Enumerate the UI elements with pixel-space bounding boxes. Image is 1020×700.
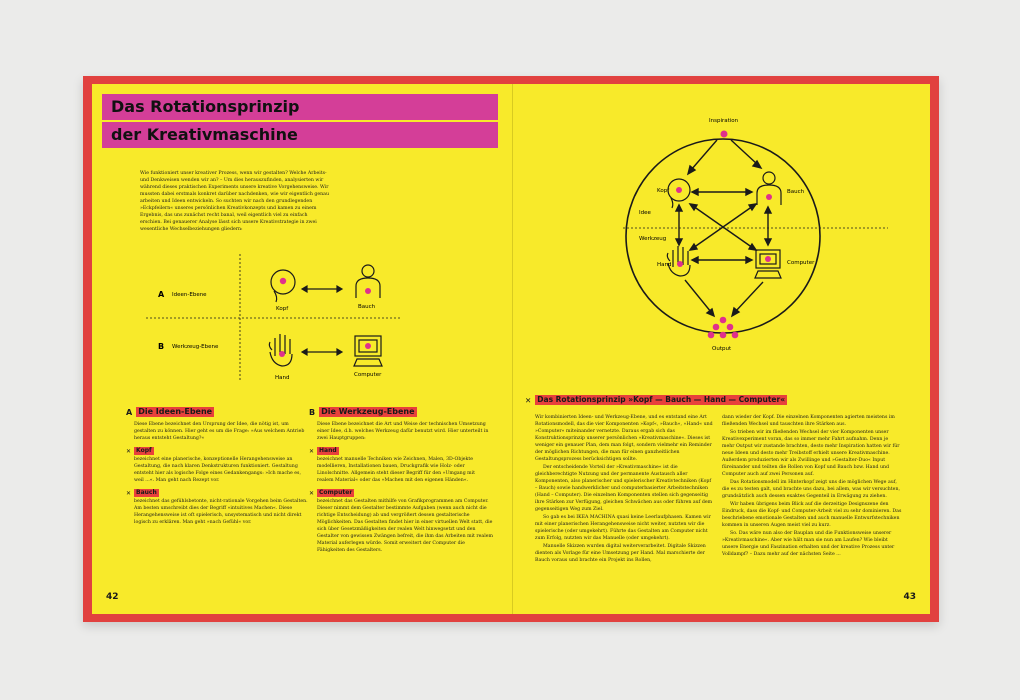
head-dot bbox=[676, 187, 682, 193]
hand-label: Hand bbox=[657, 262, 672, 268]
col1-paragraph-4: Manuelle Skizzen wurden digital weiterverarbeitet. Digitale Skizzen dienten als Vorlage für eine Umsetzung per Hand. Mal marschierte der Bauch voraus und brachte ein Projekt ins Rollen, bbox=[535, 544, 706, 563]
col2-paragraph-3: Das Rotationsmodell im Hinterkopf zeigt uns die möglichen Wege auf, die es zu testen galt, und brachte uns dazu, bei allem, was wir versuchten, grundsätzlich auch dessen exaktes Gegenteil in Erwägung zu ziehen. bbox=[722, 480, 900, 499]
bauch-label: Bauch bbox=[358, 304, 376, 310]
hand-label: Hand bbox=[275, 375, 290, 381]
section-b-letter: B bbox=[309, 407, 316, 417]
right-heading-text: Das Rotationsprinzip »Kopf — Bauch — Hand — Computer« bbox=[537, 395, 786, 404]
rotation-diagram bbox=[513, 84, 930, 384]
sub-bauch-text: bezeichnet das gefühlsbetonte, nicht-rationale Vorgehen beim Gestalten. Am besten umschreibt dies der Begriff »intuitives Machen«. Diese Herangehensweise ist oft spielerisch, unsystematisch und nicht direkt logisch zu erklären. Man geht »nach Gefühl« vor. bbox=[134, 499, 308, 525]
col1-paragraph-2: Der entscheidende Vorteil der »Kreativmaschine« ist die gleichberechtigte Nutzung und der permanente Austausch aller Komponenten, also planerischer und spielerischer Kreativtechniken (Kopf – Bauch) sowie handwerklicher und computerbasierter Arbeitstechniken (Hand – Computer). Die einzelnen Komponenten stellen sich gegenseitig ihre Stärken zur Verfügung, gleichen Schwächen aus oder führen auf dem gegenseitigen Weg zum Ziel. bbox=[535, 465, 713, 512]
computer-icon bbox=[755, 250, 781, 278]
cross-icon: ✕ bbox=[309, 447, 315, 455]
head-dot bbox=[280, 278, 286, 284]
bauch-label: Bauch bbox=[787, 189, 805, 195]
col1-paragraph-1: Wir kombinierten Ideen- und Werkzeug-Ebene, und es entstand eine Art Rotationsmodell, das die vier Komponenten »Kopf«, »Bauch«, »Hand« und »Computer« miteinander vernetzte. Daraus ergab sich das Konstruktionsprinzip unserer persönlichen »Kreativmaschine«. Dieses ist weniger ein genauer Plan, dem man folgt, sondern vielmehr ein Reminder der möglichen Richtungen, die man für einen ganzheitlichen Gestaltungsprozess berücksichtigen sollte. bbox=[535, 415, 713, 462]
sub-computer-text: bezeichnet das Gestalten mithilfe von Grafikprogrammen am Computer. Dieser nimmt dem Gestalter bestimmte Aufgaben (wenn auch nicht die richtige Entscheidung) ab und vergrößert dessen gestalterische Möglichkeiten. Das Gestalten findet hier in einer virtuellen Welt statt, die sich über Gesetzmäßigkeiten der realen Welt hinwegsetzt und den Gestalter von gewissen Zwängen befreit, die ihm das Arbeiten mit realem Material auferlegen würde. Somit erweitert der Computer die Fähigkeiten des Gestalters. bbox=[317, 499, 493, 553]
double-arrow-icon bbox=[302, 286, 342, 292]
hand-icon bbox=[269, 334, 292, 366]
kopf-label: Kopf bbox=[276, 306, 289, 312]
section-b-text: Diese Ebene bezeichnet die Art und Weise der technischen Umsetzung einer Idee, d.h. welches Werkzeug dafür benutzt wird. Hier unterteilt in zwei Hauptgruppen: bbox=[317, 422, 489, 441]
right-heading bbox=[525, 394, 925, 409]
title-line-2: der Kreativmaschine bbox=[102, 122, 498, 148]
section-a bbox=[126, 406, 310, 527]
right-column-1 bbox=[535, 414, 713, 565]
cross-icon: ✕ bbox=[126, 489, 132, 497]
output-label: Output bbox=[712, 346, 732, 352]
col2-paragraph-1: dann wieder der Kopf. Die einzelnen Komponenten agierten meistens im fließenden Wechsel und tauschten ihre Stärken aus. bbox=[722, 415, 895, 427]
computer-dot bbox=[365, 343, 371, 349]
torso-dot bbox=[766, 194, 772, 200]
book-spread bbox=[83, 76, 939, 622]
row-a-letter: A bbox=[158, 290, 165, 299]
idee-label: Idee bbox=[639, 210, 651, 216]
section-a-letter: A bbox=[126, 407, 133, 417]
title-line-1: Das Rotationsprinzip bbox=[102, 94, 498, 120]
section-a-heading: Die Ideen-Ebene bbox=[138, 407, 213, 416]
computer-label: Computer bbox=[787, 260, 815, 266]
col1-paragraph-3: So gab es bei IKEA MACHINA quasi keine Leerlaufphasen. Kamen wir mit einer planerischen Herangehensweise nicht weiter, nutzten wir die spielerische (oder umgekehrt). Führte das Gestalten am Computer nicht zum Erfolg, nutzten wir das Manuelle (oder umgekehrt). bbox=[535, 515, 711, 541]
hand-icon bbox=[667, 246, 690, 276]
output-dots bbox=[708, 317, 739, 339]
inspiration-dot bbox=[721, 131, 728, 138]
cross-icon: ✕ bbox=[525, 395, 532, 405]
torso-icon bbox=[757, 172, 781, 205]
row-b-letter: B bbox=[158, 342, 165, 351]
right-page bbox=[513, 84, 930, 614]
inspiration-label: Inspiration bbox=[709, 118, 739, 124]
right-column-2 bbox=[722, 414, 902, 559]
sub-computer-title: Computer bbox=[319, 489, 353, 496]
section-a-text: Diese Ebene bezeichnet den Ursprung der Idee, die nötig ist, um gestalten zu können. Hier geht es um die Frage: »Aus welchem Antrieb heraus entsteht Gestaltung?« bbox=[134, 422, 305, 441]
intro-paragraph: Wie funktioniert unser kreativer Prozess, wenn wir gestalten? Welche Arbeits- und Denkweisen wenden wir an? – Um dies herauszufinden, analysierten wir während dieses praktischen Experiments unsere kreative Vorgehensweise. Wir mussten dabei erstmals konkret darüber nachdenken, wie wir eigentlich genau arbeiten und Ideen entwickeln. So suchten wir nach den grundlegenden »Eckpfeilern« unseres persönlichen Kreativkonzepts und kamen zu einem Ergebnis, das uns zunächst recht banal, weil eigentlich viel zu einfach erschien. Bei genauerer Analyse lässt sich unsere Kreativstrategie in zwei wesentliche Wechselbeziehungen gliedern: bbox=[140, 171, 329, 232]
sub-hand-title: Hand bbox=[319, 447, 337, 454]
head-icon bbox=[271, 270, 295, 302]
sub-kopf-text: bezeichnet eine planerische, konzeptionelle Herangehensweise an Gestaltung, die nach klaren Denkstrukturen funktioniert. Gestaltung entsteht hier als logische Folge eines Gedankengangs: »Ich mache es, weil ...«. Man geht nach Rezept vor. bbox=[134, 457, 301, 483]
ideen-werkzeug-diagram bbox=[92, 84, 512, 394]
cross-icon: ✕ bbox=[126, 447, 132, 455]
kopf-label: Kopf bbox=[657, 188, 670, 194]
col2-paragraph-4: Wir haben übrigens beim Blick auf die derzeitige Designszene den Eindruck, dass die Kopf- und Computer-Arbeit viel zu sehr dominieren. Das beschriebene emotionale Gestalten und auch manuelle Entwurfstechniken kommen in unseren Augen meist viel zu kurz. bbox=[722, 502, 902, 528]
hand-dot bbox=[677, 261, 683, 267]
hand-dot bbox=[279, 351, 285, 357]
col2-paragraph-2: So trieben wir im fließenden Wechsel der vier Komponenten unser Kreativexperiment voran, das so immer mehr Fahrt aufnahm. Denn je mehr Output wir zustande brachten, desto mehr Inspiration hatten wir für neue Ideen und desto mehr Treibstoff erhielt unsere Kreativmaschine. Außerdem produzierten wir als Zwillinge und »Gestalter-Duo« Input füreinander und teilten die Rollen von Kopf und Bauch bzw. Hand und Computer auch auf zwei Personen auf. bbox=[722, 430, 900, 477]
cross-icon: ✕ bbox=[309, 489, 315, 497]
computer-label: Computer bbox=[354, 372, 382, 378]
computer-dot bbox=[765, 256, 771, 262]
werkzeug-label: Werkzeug bbox=[639, 236, 667, 242]
torso-dot bbox=[365, 288, 371, 294]
left-page bbox=[92, 84, 512, 614]
row-b-label: Werkzeug-Ebene bbox=[172, 344, 219, 350]
section-b-heading: Die Werkzeug-Ebene bbox=[321, 407, 415, 416]
page-number-left: 42 bbox=[106, 592, 119, 602]
double-arrow-icon bbox=[302, 349, 342, 355]
sub-kopf-title: Kopf bbox=[136, 447, 152, 454]
row-a-label: Ideen-Ebene bbox=[172, 292, 207, 298]
sub-hand-text: bezeichnet manuelle Techniken wie Zeichnen, Malen, 3D-Objekte modellieren, Installationen bauen, Druckgrafik wie Holz- oder Linolschnitte. Allgemein steht dieser Begriff für den »Umgang mit realem Material« oder das »Machen mit den eigenen Händen«. bbox=[317, 457, 476, 483]
section-b bbox=[309, 406, 493, 555]
col2-paragraph-5: So. Das wäre nun also der Bauplan und die Funktionsweise unserer »Kreativmaschine«. Aber wie hält man sie nun am Laufen? Wie bleibt unsere Energie und Faszination erhalten und der kreative Prozess unter Volldampf? – Dazu mehr auf der nächsten Seite ... bbox=[722, 531, 895, 557]
page-number-right: 43 bbox=[903, 592, 916, 602]
computer-icon bbox=[354, 336, 382, 366]
sub-bauch-title: Bauch bbox=[136, 489, 157, 496]
